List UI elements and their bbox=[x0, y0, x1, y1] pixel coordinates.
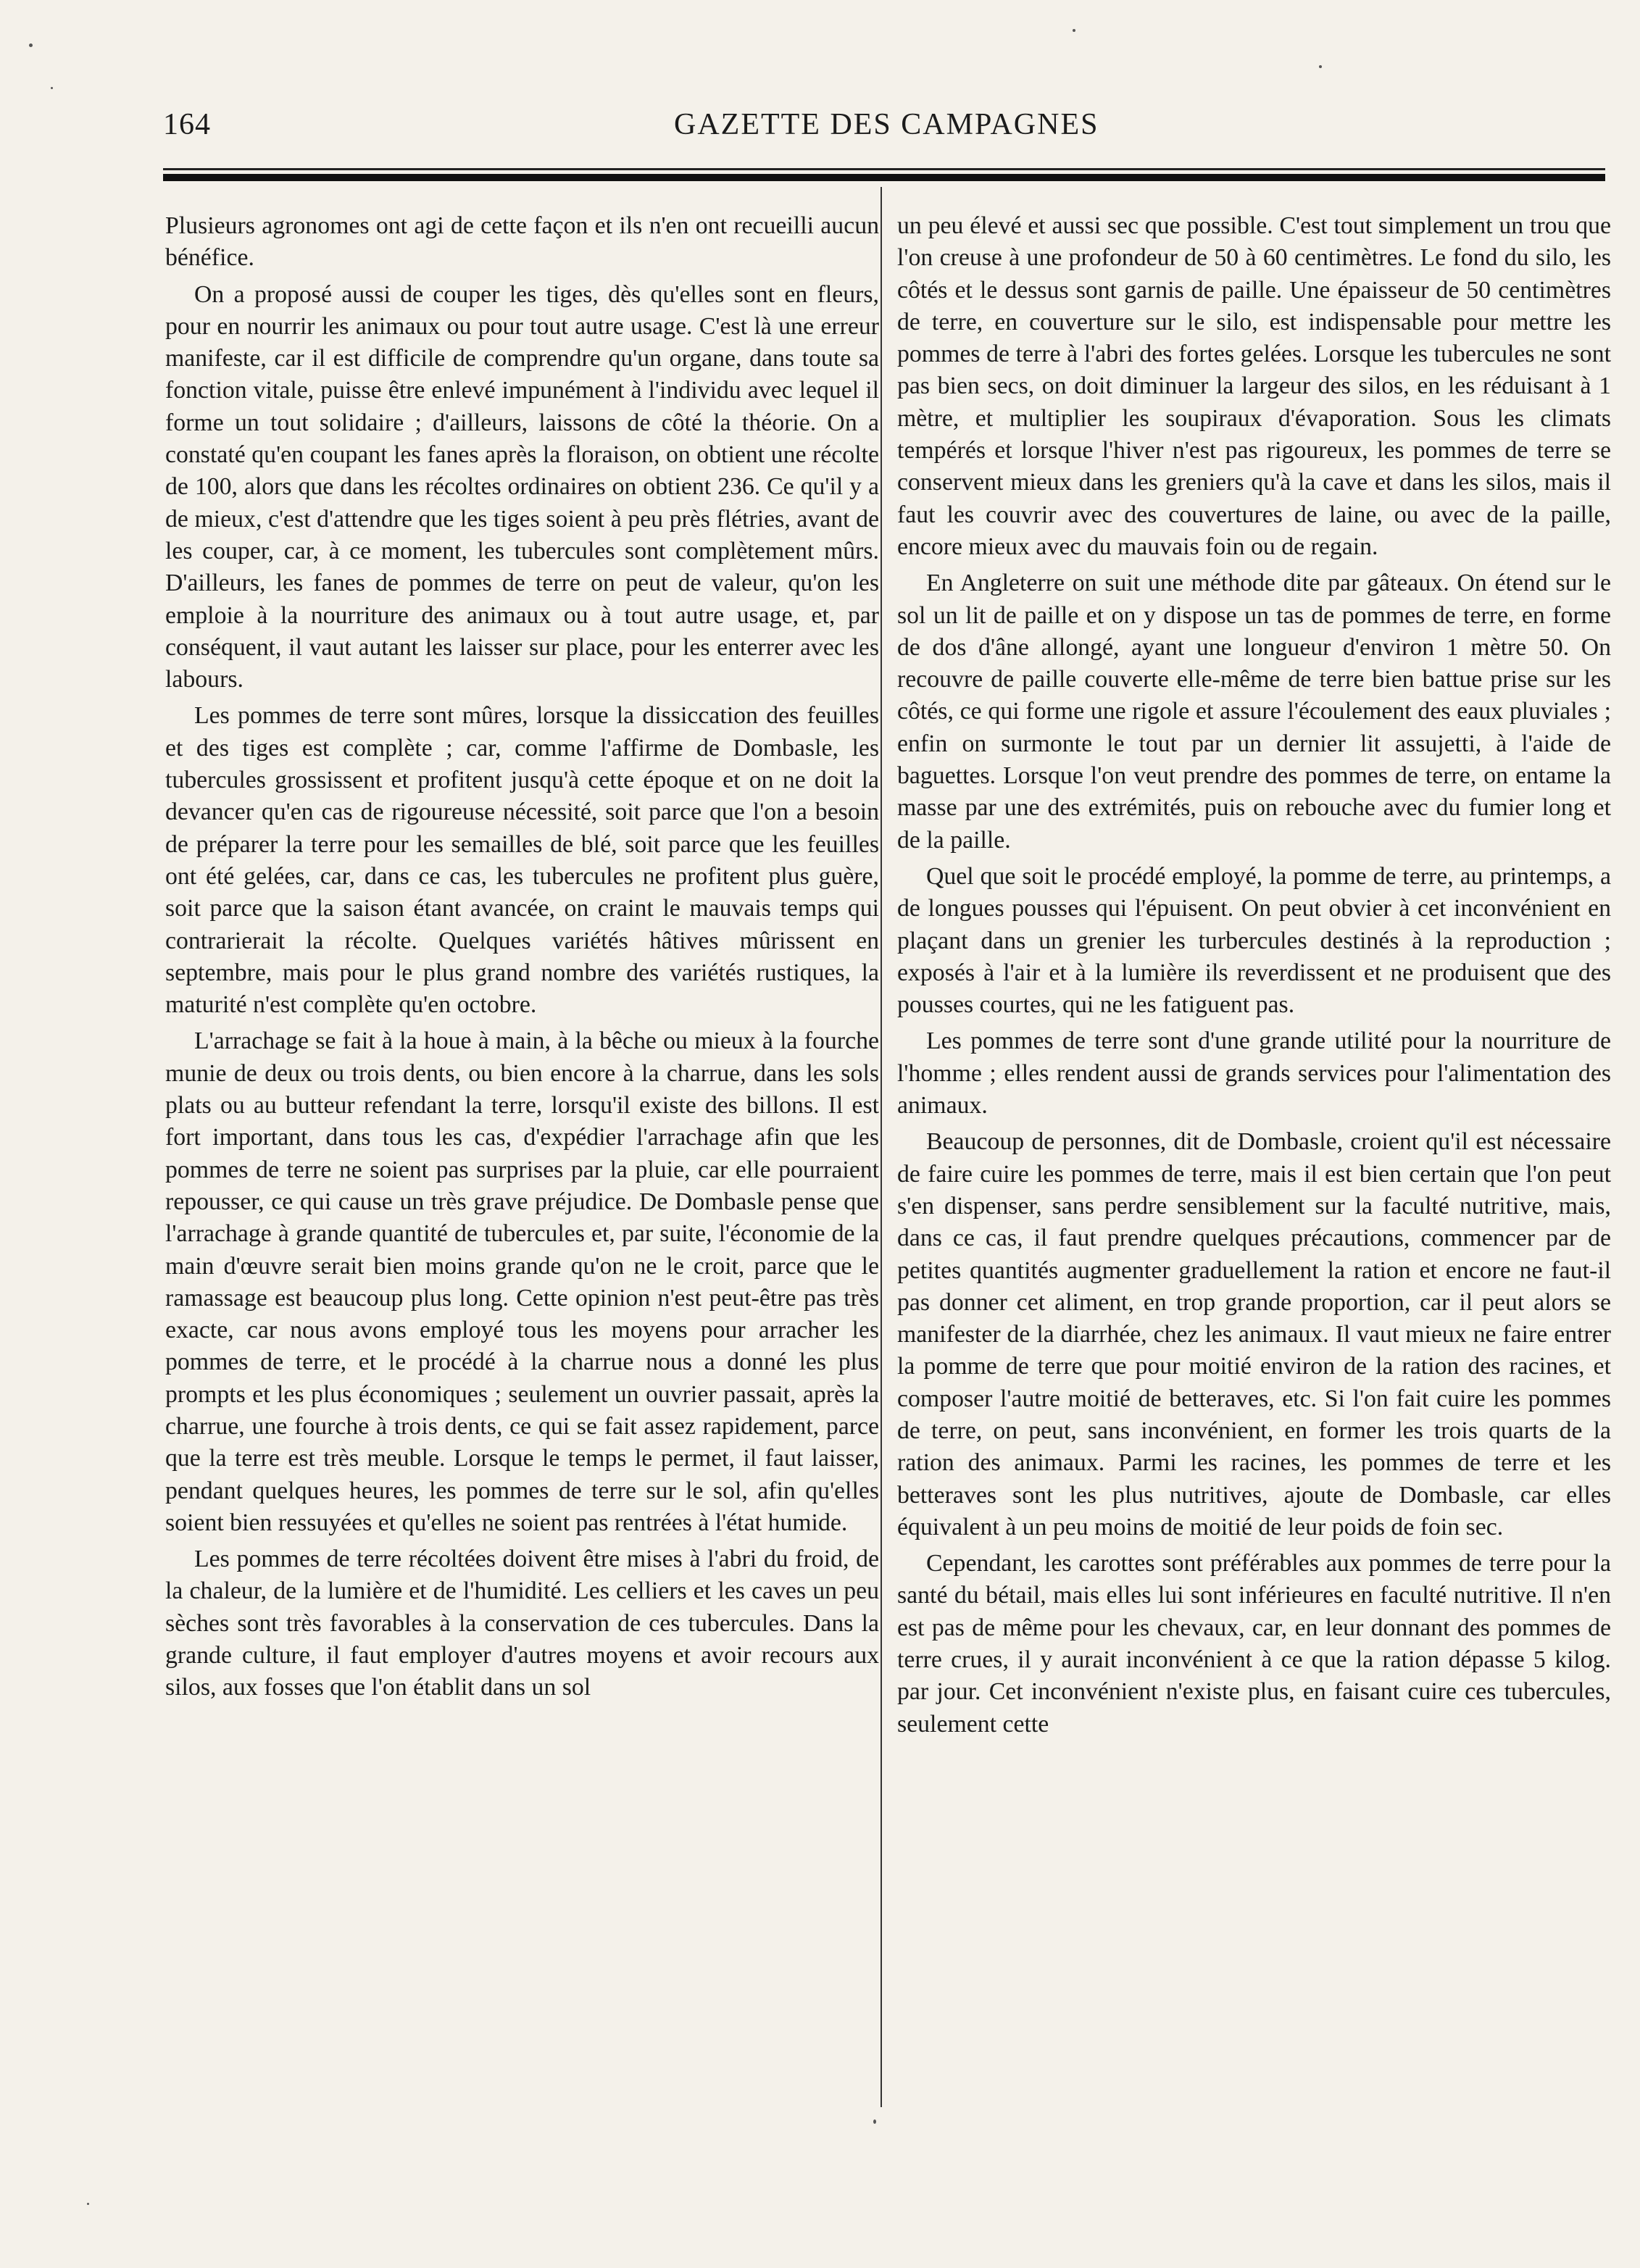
paragraph: Les pommes de terre récoltées doivent être mises à l'abri du froid, de la chaleur, de la lumière et de l'humidité. Les celliers et les caves un peu sèches sont très favorables à la conservation de ces tubercules. Dans la grande culture, il faut employer d'autres moyens et avoir recours aux silos, aux fosses que l'on établit dans un sol bbox=[165, 1546, 879, 1701]
column-divider bbox=[881, 187, 882, 2107]
left-column bbox=[165, 210, 879, 1709]
paragraph: Les pommes de terre sont mûres, lorsque la dissiccation des feuilles et des tiges est complète ; car, comme l'affirme de Dombasle, les tubercules grossissent et profitent jusqu'à cette époque et on ne doit la devancer qu'en cas de rigoureuse nécessité, soit parce que l'on a besoin de préparer la terre pour les semailles de blé, soit parce que les feuilles ont été gelées, car, dans ce cas, les tubercules ne profitent plus guère, soit parce que la saison étant avancée, on craint le mauvais temps qui contrarierait la récolte. Quelques variétés hâtives mûrissent en septembre, mais pour le plus grand nombre des variétés rustiques, la maturité n'est complète qu'en octobre. bbox=[165, 702, 879, 1019]
paragraph: L'arrachage se fait à la houe à main, à la bêche ou mieux à la fourche munie de deux ou trois dents, ou bien encore à la charrue, dans les sols plats ou au butteur refendant la terre, lorsqu'il existe des billons. Il est fort important, dans tous les cas, d'expédier l'arrachage afin que les pommes de terre ne soient pas surprises par la pluie, car elle pourraient repousser, ce qui cause un très grave préjudice. De Dombasle pense que l'arrachage à grande quantité de tubercules et, par suite, l'économie de la main d'œuvre serait bien moins grande qu'on ne le croit, parce que le ramassage est beaucoup plus long. Cette opinion n'est peut-être pas très exacte, car nous avons employé tous les moyens pour arracher les pommes de terre, et le procédé à la charrue nous a donné les plus prompts et les plus économiques ; seulement un ouvrier passait, après la charrue, une fourche à trois dents, ce qui se fait assez rapidement, parce que la terre est très meuble. Lorsque le temps le permet, il faut laisser, pendant quelques heures, les pommes de terre sur le sol, afin qu'elles soient bien ressuyées et qu'elles ne soient pas rentrées à l'état humide. bbox=[165, 1027, 879, 1536]
print-speck bbox=[87, 2203, 89, 2205]
print-speck bbox=[873, 2119, 876, 2124]
print-speck bbox=[29, 43, 33, 47]
paragraph: Cependant, les carottes sont préférables aux pommes de terre pour la santé du bétail, mais elles lui sont inférieures en faculté nutritive. Il n'en est pas de même pour les chevaux, car, en leur donnant des pommes de terre crues, il y aurait inconvénient à ce que la ration dépasse 5 kilog. par jour. Cet inconvénient n'existe plus, en faisant cuire ces tubercules, seulement cette bbox=[897, 1550, 1611, 1738]
paragraph: Beaucoup de personnes, dit de Dombasle, croient qu'il est nécessaire de faire cuire les pommes de terre, mais il est bien certain que l'on peut s'en dispenser, sans perdre sensiblement sur la faculté nutritive, mais, dans ce cas, il faut prendre quelques précautions, commencer par de petites quantités augmenter graduellement la ration et encore ne faut-il pas donner cet aliment, en trop grande proportion, car il peut alors se manifester de la diarrhée, chez les animaux. Il vaut mieux ne faire entrer la pomme de terre que pour moitié environ de la ration des racines, et composer l'autre moitié de betteraves, etc. Si l'on fait cuire les pommes de terre, on peut, sans inconvénient, en former les trois quarts de la ration des animaux. Parmi les racines, les pommes de terre et les betteraves sont les plus nutritives, ajoute de Dombasle, car elles équivalent à un peu moins de moitié de leur poids de foin sec. bbox=[897, 1128, 1611, 1541]
page-number: 164 bbox=[163, 108, 211, 141]
paragraph: Quel que soit le procédé employé, la pomme de terre, au printemps, a de longues pousses qui l'épuisent. On peut obvier à cet inconvénient en plaçant dans un grenier les turbercules destinés à la reproduction ; exposés à l'air et à la lumière ils reverdissent et ne produisent que des pousses courtes, qui ne les fatiguent pas. bbox=[897, 862, 1611, 1019]
paragraph: En Angleterre on suit une méthode dite par gâteaux. On étend sur le sol un lit de paille et on y dispose un tas de pommes de terre, en forme de dos d'âne allongé, ayant une longueur d'environ 1 mètre 50. On recouvre de paille couverte elle-même de terre bien battue prise sur les côtés, ce qui forme une rigole et assure l'écoulement des eaux pluviales ; enfin on surmonte le tout par un dernier lit assujetti, à l'aide de baguettes. Lorsque l'on veut prendre des pommes de terre, on entame la masse par une des extrémités, puis on rebouche avec du fumier long et de la paille. bbox=[897, 570, 1611, 854]
right-column bbox=[897, 210, 1611, 1745]
print-speck bbox=[1319, 65, 1322, 68]
paragraph: Plusieurs agronomes ont agi de cette façon et ils n'en ont recueilli aucun bénéfice. bbox=[165, 212, 879, 272]
paragraph: On a proposé aussi de couper les tiges, dès qu'elles sont en fleurs, pour en nourrir les animaux ou pour tout autre usage. C'est là une erreur manifeste, car il est difficile de comprendre qu'un organe, dans toute sa fonction vitale, puisse être enlevé impunément à l'individu avec lequel il forme un tout solidaire ; d'ailleurs, laissons de côté la théorie. On a constaté qu'en coupant les fanes après la floraison, on obtient une récolte de 100, alors que dans les récoltes ordinaires on obtient 236. Ce qu'il y a de mieux, c'est d'attendre que les tiges soient à peu près flétries, avant de les couper, car, à ce moment, les tubercules sont complètement mûrs. D'ailleurs, les fanes de pommes de terre on peut de valeur, qu'on les emploie à la nourriture des animaux ou à tout autre usage, et, par conséquent, il vaut autant les laisser sur place, pour les enterrer avec les labours. bbox=[165, 280, 879, 693]
paragraph: un peu élevé et aussi sec que possible. C'est tout simplement un trou que l'on creuse à une profondeur de 50 à 60 centimètres. Le fond du silo, les côtés et le dessus sont garnis de paille. Une épaisseur de 50 centimètres de terre, en couverture sur le silo, est indispensable pour mettre les pommes de terre à l'abri des fortes gelées. Lorsque les tubercules ne sont pas bien secs, on doit diminuer la largeur des silos, en les réduisant à 1 mètre, et multiplier les soupiraux d'évaporation. Sous les climats tempérés et lorsque l'hiver n'est pas rigoureux, les pommes de terre se conservent mieux dans les greniers qu'à la cave et dans les silos, mais il faut les couvrir avec des couvertures de laine, ou avec de la paille, encore mieux avec du mauvais foin ou de regain. bbox=[897, 212, 1611, 560]
header-rule-thin bbox=[163, 168, 1605, 170]
print-speck bbox=[1073, 29, 1075, 32]
print-speck bbox=[51, 87, 53, 89]
header-rule-thick bbox=[163, 174, 1605, 181]
masthead-title: GAZETTE DES CAMPAGNES bbox=[674, 108, 1099, 141]
paragraph: Les pommes de terre sont d'une grande utilité pour la nourriture de l'homme ; elles rendent aussi de grands services pour l'alimentation des animaux. bbox=[897, 1027, 1611, 1120]
